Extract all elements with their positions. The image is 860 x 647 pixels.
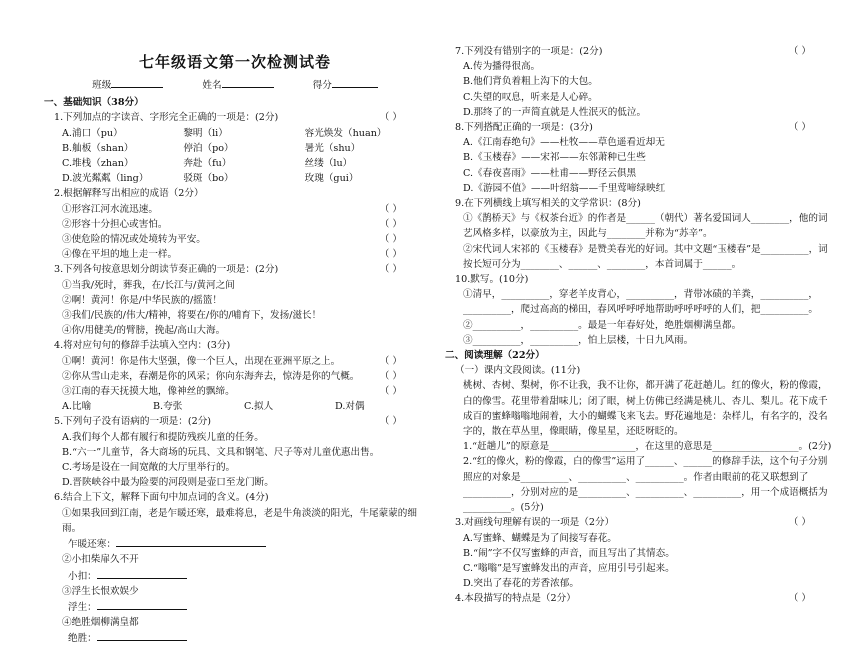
option: [44, 584, 426, 599]
class-label: 班级: [92, 80, 112, 91]
question: [445, 515, 835, 530]
option-cell: B.夸张: [153, 401, 183, 413]
item-text: B.他们背负着粗上沟下的大包。: [463, 76, 598, 88]
score-field[interactable]: [332, 76, 378, 88]
item-text: ③江南的春天抚摸大地，像神丝的飘缔。: [62, 386, 235, 398]
option: [44, 445, 426, 460]
option-cell: 驳斑（bo）: [183, 173, 234, 185]
option: [44, 615, 426, 630]
answer-paren[interactable]: （ ）: [379, 249, 402, 261]
question: [44, 110, 426, 125]
option-cell: 丝缕（lu）: [304, 158, 353, 170]
option-row: [44, 156, 426, 171]
option: [445, 181, 835, 196]
paragraph: ①清早，__________，穿老羊皮背心，__________，背带冰碛的羊粪，__________，__________，爬过高高的梯田，春风呼呼呼地帮助呼呼呼呼的人们，把__________。: [463, 289, 818, 316]
option: [445, 150, 835, 165]
question: [445, 120, 835, 135]
item-text: B.“六一”儿童节，各大商场的玩具、文具和钢笔、尺子等对儿童优惠出售。: [62, 446, 380, 458]
option: [44, 247, 426, 262]
answer-paren[interactable]: （ ）: [379, 234, 402, 246]
score-label: 得分: [312, 80, 332, 91]
paragraph: ③__________，__________，怕上层楼，十日九风雨。: [463, 334, 694, 346]
question: [44, 186, 426, 201]
item-text: 3.对画线句理解有误的一项是（2分）: [455, 517, 615, 529]
answer-paren[interactable]: （ ）: [788, 593, 811, 605]
page-title: 七年级语文第一次检测试卷: [138, 53, 331, 71]
option: [445, 105, 835, 120]
question: [445, 44, 835, 59]
option-cell: 暑光（shu）: [304, 142, 361, 154]
option: [44, 308, 426, 323]
item-text: 7.下列没有错别字的一项是：(2分): [455, 46, 603, 57]
item-text: （一）课内文段阅读。(11分): [455, 365, 581, 377]
paragraph: ②__________，__________。最是一年春好处，绝胜烟柳满皇都。: [463, 319, 742, 331]
option: [445, 576, 835, 591]
option-cell: A.浦口（pu）: [62, 127, 123, 139]
option-cell: D.对偶: [335, 401, 365, 413]
item-text: A.写蜜蜂、蝴蝶是为了间接写春花。: [463, 532, 617, 544]
item-text: ②啊！黄河！你是/中华民族的/摇篮！: [62, 294, 222, 306]
item-text: ③浮生长恨欢娱少: [62, 585, 139, 597]
option-cell: B.舢板（shan）: [62, 142, 134, 154]
answer-line: [44, 630, 426, 646]
answer-line: [44, 536, 426, 552]
question: [445, 196, 835, 211]
item-text: 6.结合上下文，解释下面句中加点词的含义。(4分): [54, 492, 269, 504]
answer-label: 小扣：: [68, 570, 97, 582]
option-cell: 黎明（li）: [183, 127, 228, 139]
item-text: 10.默写。(10分): [455, 274, 529, 286]
option-row: [44, 171, 426, 186]
answer-paren[interactable]: （ ）: [379, 370, 402, 382]
answer-label: 浮生：: [68, 601, 97, 613]
option-cell: 奔赴（fu）: [183, 158, 232, 170]
item-text: ③我们/民族的/伟大/精神，将要在/你的/哺育下，发扬/滋长！: [62, 310, 322, 322]
answer-blank[interactable]: [97, 630, 187, 641]
option-cell: A.比喻: [62, 401, 92, 413]
paragraph: ①《鹊桥天》与《权茶台近》的作者是______（朝代）著名爱国词人________，他的词艺风格多样，以豪放为主，因此与________并称为“苏辛”。: [463, 213, 828, 240]
answer-paren[interactable]: （ ）: [379, 112, 402, 124]
paragraph: ②宋代词人宋祁的《玉楼春》是赞美春光的好词。其中文题“玉楼春”是__________，词按长短可分为________、______、________，本首词属于______。: [463, 243, 828, 270]
option: [445, 135, 835, 150]
item-text: C.考场是设在一间宽敞的大厅里举行的。: [62, 462, 236, 474]
item-text: D.那终了的一声简直就是人性泯灭的低泣。: [463, 106, 647, 118]
section-heading: 二、阅读理解（22分）: [445, 350, 545, 362]
left-questions: [44, 95, 426, 646]
question: [445, 363, 835, 378]
item-text: 3.下列各句按意思划分朗读节奏正确的一项是：(2分): [54, 264, 279, 276]
item-text: ④你/用健美/的臂膀，挽起/高山大海。: [62, 325, 226, 337]
option: [44, 552, 426, 567]
option: [445, 166, 835, 181]
option-row: [44, 399, 426, 414]
answer-label: 绝胜：: [68, 633, 97, 645]
option: [44, 384, 426, 399]
item-text: 5.下列句子没有语病的一项是：(2分): [54, 416, 212, 428]
option-cell: 玫瑰（gui）: [304, 173, 359, 185]
answer-paren[interactable]: （ ）: [379, 416, 402, 428]
item-text: C.失望的叹息，听来是人心碎。: [463, 91, 598, 103]
option: [445, 531, 835, 546]
answer-line: [44, 599, 426, 615]
item-text: 4.本段描写的特点是（2分）: [455, 593, 576, 605]
item-text: B.“闹”字不仅写蜜蜂的声音，而且写出了其情态。: [463, 547, 675, 559]
question: [445, 272, 835, 287]
answer-paren[interactable]: （ ）: [788, 517, 811, 529]
option: [44, 460, 426, 475]
left-column: [44, 0, 426, 647]
option-cell: D.波光粼粼（ling）: [62, 173, 149, 185]
answer-paren[interactable]: （ ）: [788, 122, 811, 134]
option-cell: C.拟人: [244, 401, 274, 413]
item-text: D.晋陕峡谷中最为险要的河段则是壶口至龙门断。: [62, 477, 274, 489]
answer-paren[interactable]: （ ）: [379, 355, 402, 367]
item-text: ①形容江河水流迅速。: [62, 203, 158, 215]
item-text: 9.在下列横线上填写相关的文学常识：(8分): [455, 198, 641, 210]
paragraph: 2.“红的像火，粉的像霞，白的像雪”运用了______、______的修辞手法，这个句子分别照应的对象是__________、__________、__________。作者由眼前的花又联想到了__________，分别对应的是__________、__________、__________，用一个成语概括为__________。(5分): [463, 456, 828, 514]
student-info: [44, 76, 426, 93]
question: [44, 262, 426, 277]
answer-label: 乍暖还寒：: [68, 539, 116, 551]
answer-blank[interactable]: [116, 536, 266, 547]
option: [44, 217, 426, 232]
question: [44, 490, 426, 505]
item-text: 8.下列搭配正确的一项是：(3分): [455, 122, 593, 134]
option-cell: C.堆栈（zhan）: [62, 158, 134, 170]
item-text: 4.将对应句句的修辞手法填入空内：(3分): [54, 340, 231, 352]
option: [44, 369, 426, 384]
item-text: D.突出了春花的芳香浓郁。: [463, 578, 579, 590]
option: [445, 90, 835, 105]
item-text: C.《春夜喜雨》——杜甫——野径云俱黑: [463, 167, 637, 179]
option: [445, 59, 835, 74]
paragraph: ①如果我回到江南，老是乍暖还寒，最难将息，老是牛角淡淡的阳光，牛尾蒙蒙的细雨。: [62, 507, 417, 534]
item-text: ③使危险的情况或处境转为平安。: [62, 234, 206, 246]
answer-blank[interactable]: [97, 568, 187, 579]
option: [44, 430, 426, 445]
answer-paren[interactable]: （ ）: [379, 264, 402, 276]
question: [44, 414, 426, 429]
right-column: [445, 0, 835, 607]
item-text: A.我们每个人都有履行和提防残疾儿童的任务。: [62, 431, 264, 443]
option: [445, 561, 835, 576]
item-text: D.《游园不值》——叶绍翁——千里莺啼绿映红: [463, 182, 666, 194]
item-text: C.“嗡嗡”是写蜜蜂发出的声音，应用引号引起来。: [463, 562, 675, 574]
option: [445, 546, 835, 561]
answer-blank[interactable]: [97, 599, 187, 610]
option: [44, 323, 426, 338]
section-heading: 一、基础知识（38分）: [44, 97, 144, 109]
item-text: A.《江南春绝句》——杜牧——草色遥看近却无: [463, 137, 665, 149]
option-cell: 容光焕发（huan）: [304, 127, 387, 139]
question: [44, 338, 426, 353]
option: [44, 293, 426, 308]
answer-paren[interactable]: （ ）: [788, 46, 811, 57]
item-text: 2.根据解释写出相应的成语（2分）: [54, 188, 204, 200]
item-text: ①当我/死时，葬我，在/长江与/黄河之间: [62, 279, 235, 291]
class-field[interactable]: [111, 76, 163, 88]
item-text: ②小扣柴扉久不开: [62, 554, 139, 566]
option: [44, 475, 426, 490]
option: [44, 202, 426, 217]
right-questions: [445, 44, 835, 607]
paragraph: 1.“赶趟儿”的原意是__________________，在这里的意思是__________________。(2分): [463, 441, 832, 453]
name-label: 姓名: [202, 80, 222, 91]
option: [44, 232, 426, 247]
option-row: [44, 126, 426, 141]
item-text: ④像在平坦的地上走一样。: [62, 249, 178, 261]
option: [44, 354, 426, 369]
name-field[interactable]: [222, 76, 274, 88]
item-text: ②形容十分担心或害怕。: [62, 218, 168, 230]
item-text: B.《玉楼春》——宋祁——东邻萧种已生些: [463, 152, 646, 164]
option: [44, 278, 426, 293]
item-text: ④绝胜烟柳满皇都: [62, 617, 139, 629]
item-text: A.传为播得很高。: [463, 61, 541, 73]
answer-paren[interactable]: （ ）: [379, 386, 402, 398]
option: [445, 74, 835, 89]
option-cell: 停泊（po）: [183, 142, 234, 154]
paragraph: 桃树、杏树、梨树，你不让我，我不让你，都开满了花赶趟儿。红的像火，粉的像霞，白的像雪。花里带着甜味儿；闭了眼，树上仿佛已经满是桃儿、杏儿、梨儿。花下成千成百的蜜蜂嗡嗡地闹着，大小的蝴蝶飞来飞去。野花遍地是：杂样儿，有名字的，没名字的，散在草丛里，像眼睛，像星星，还眨呀眨的。: [463, 380, 828, 438]
question: [445, 591, 835, 606]
answer-line: [44, 568, 426, 584]
answer-paren[interactable]: （ ）: [379, 203, 402, 215]
option-row: [44, 141, 426, 156]
item-text: ②你从雪山走来，春潮是你的风采；你向东海奔去，惊涛是你的气概。: [62, 370, 360, 382]
item-text: 1.下列加点的字读音、字形完全正确的一项是：(2分): [54, 112, 279, 124]
answer-paren[interactable]: （ ）: [379, 218, 402, 230]
item-text: ①啊！黄河！你是伟大坚强，像一个巨人，出现在亚洲平原之上。: [62, 355, 341, 367]
